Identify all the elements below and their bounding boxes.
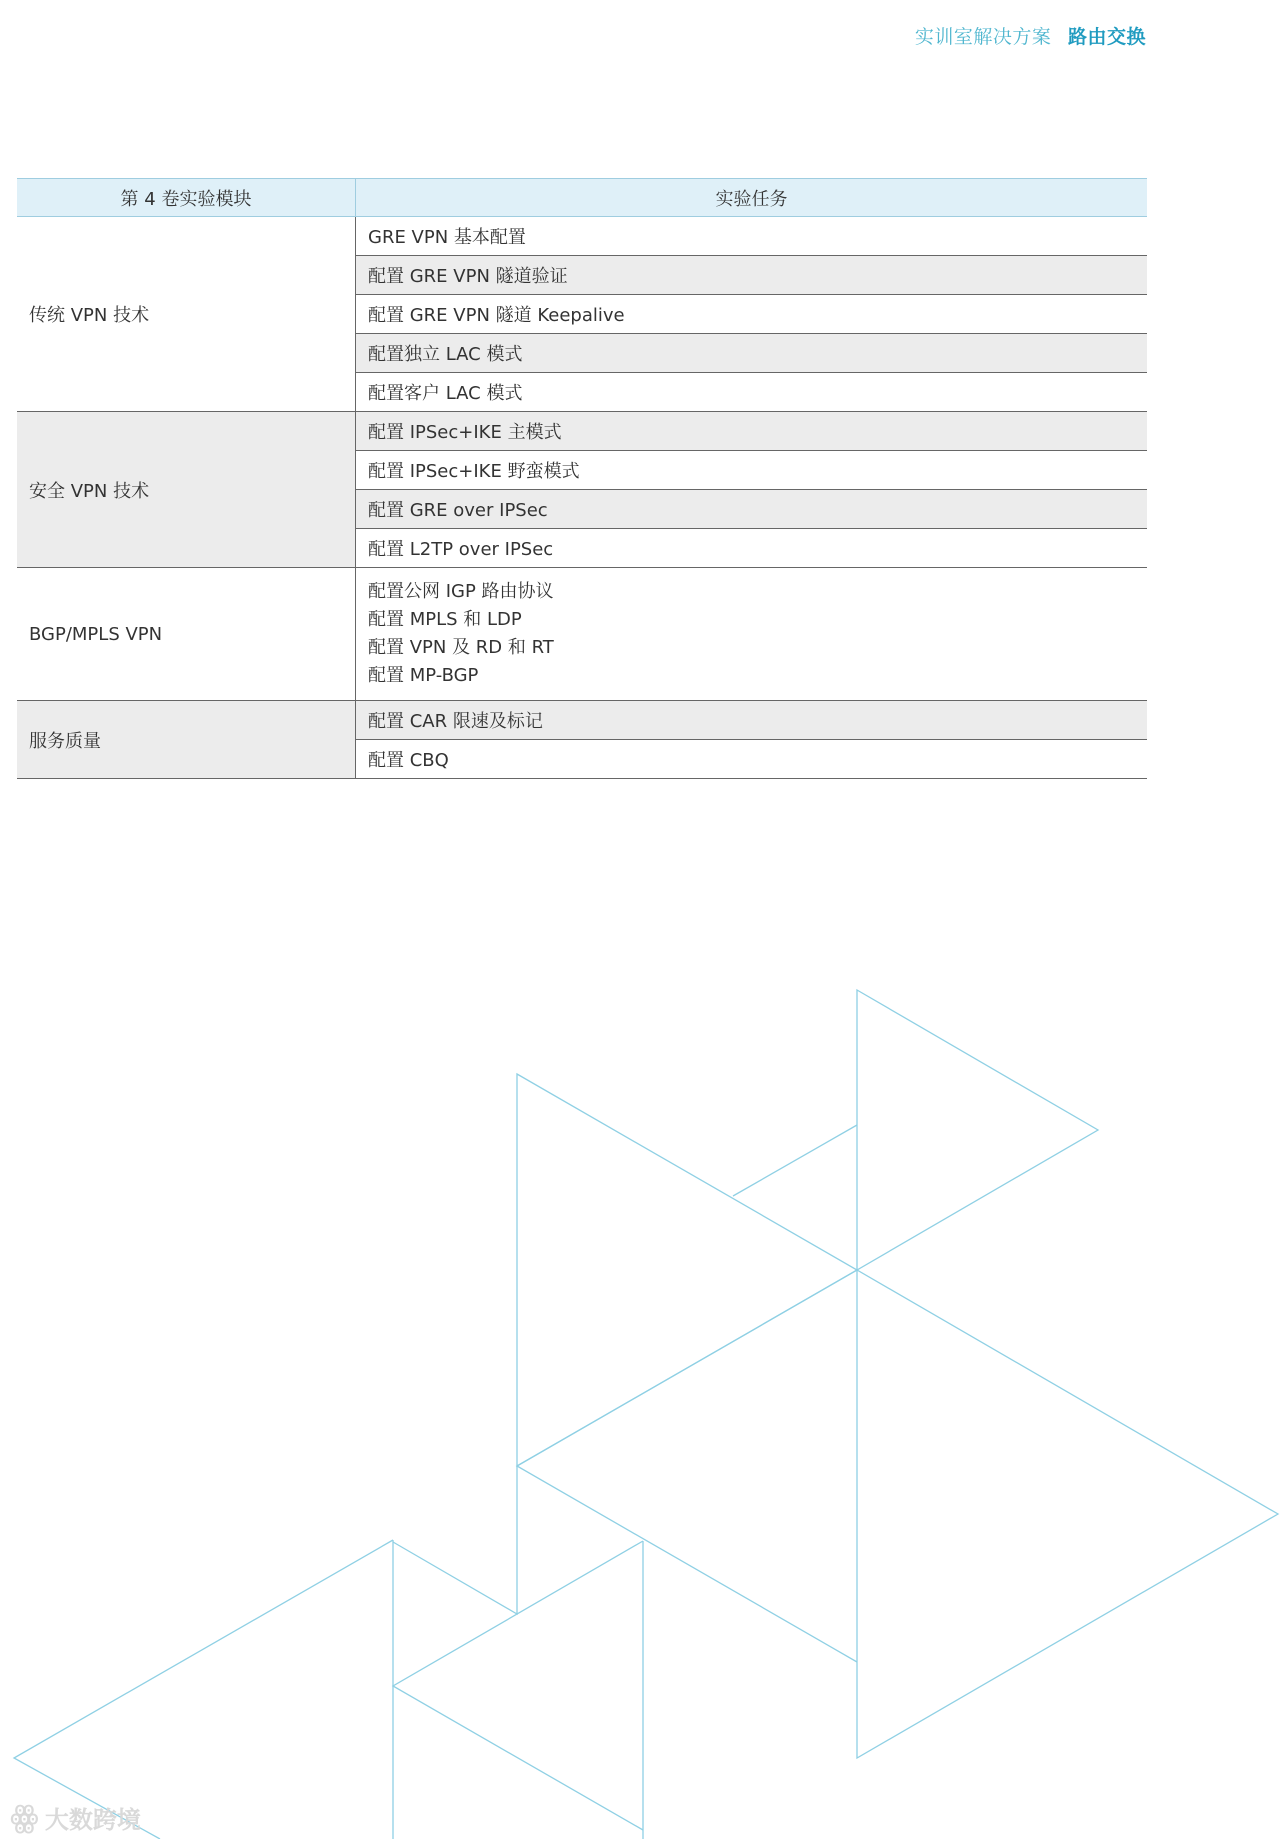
task-text: 配置 MPLS 和 LDP [368,609,522,630]
triangle-shape [517,1270,857,1662]
task-text: 配置 GRE VPN 隧道验证 [368,266,568,287]
header-title: 路由交换 [1067,26,1146,48]
watermark-text: 大数跨境 [44,1806,141,1834]
task-text: 配置公网 IGP 路由协议 [368,581,554,602]
task-text: 配置 IPSec+IKE 主模式 [368,422,562,443]
task-text: 配置 MP-BGP [368,665,479,686]
task-text: 配置 CBQ [368,750,449,771]
task-text: 配置 IPSec+IKE 野蛮模式 [368,461,580,482]
task-text: 配置独立 LAC 模式 [368,344,523,365]
module-cell: 服务质量 [17,701,356,779]
line-shape [733,1125,857,1196]
line-shape [393,1541,643,1830]
module-cell: BGP/MPLS VPN [17,568,356,701]
module-cell: 传统 VPN 技术 [17,217,356,412]
task-text: 配置 L2TP over IPSec [368,539,554,560]
task-text: GRE VPN 基本配置 [368,227,526,248]
column-header-module: 第 4 卷实验模块 [17,179,356,217]
header-subtitle: 实训室解决方案 [914,26,1052,48]
task-text: 配置 VPN 及 RD 和 RT [368,637,554,658]
line-shape [14,1540,393,1839]
triangle-shape [517,1074,857,1466]
watermark-logo-icon: ꙮ [10,1800,39,1835]
line-shape [393,1466,517,1614]
task-text: 配置客户 LAC 模式 [368,383,523,404]
task-text: 配置 GRE over IPSec [368,500,548,521]
module-cell: 安全 VPN 技术 [17,412,356,568]
triangle-shape [857,1270,1278,1758]
triangle-shape [857,990,1098,1270]
task-text: 配置 CAR 限速及标记 [368,711,543,732]
task-text: 配置 GRE VPN 隧道 Keepalive [368,305,625,326]
watermark [10,1800,141,1835]
column-header-task: 实验任务 [356,179,1148,217]
